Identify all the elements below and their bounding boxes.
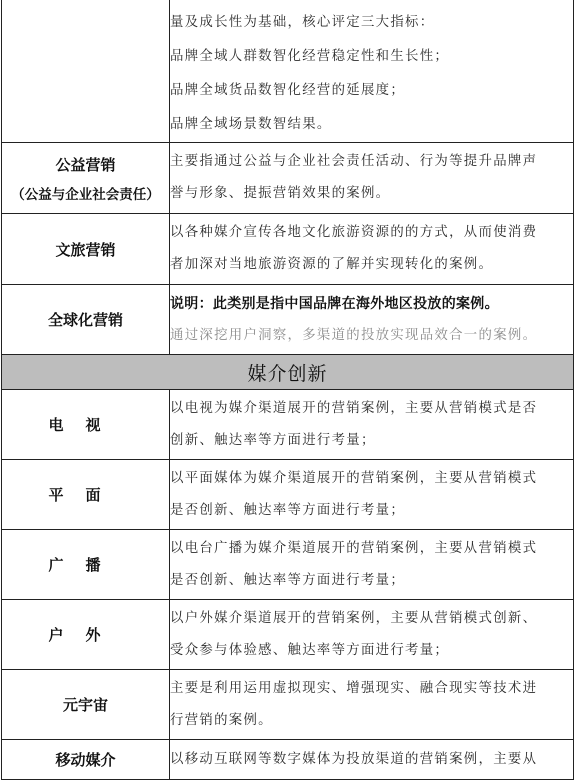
description-line: 品牌全域人群数智化经营稳定性和生长性； [170,49,450,64]
description-line: 品牌全域货品数智化经营的延展度； [170,83,406,98]
award-category-table [1,0,574,780]
table-row [2,460,574,530]
category-description-cell [170,740,574,780]
category-label: 文旅营销 [55,240,116,259]
description-line: 创新、触达率等方面进行考量； [170,432,376,448]
category-description-cell [170,285,574,355]
category-label: 公益营销 [55,155,116,174]
category-description-cell [170,530,574,600]
table-row [2,214,574,285]
table-row [2,285,574,355]
description-line: 主要指通过公益与企业社会责任活动、行为等提升品牌声 [170,154,538,169]
category-label-cell [2,600,170,670]
category-label: 全球化营销 [47,311,123,329]
description-line: 以电台广播为媒介渠道展开的营销案例，主要从营销模式 [170,540,538,556]
category-label-cell [2,143,170,214]
table-row [2,600,574,670]
category-label-cell [2,530,170,600]
category-description-cell [170,670,574,740]
category-label-cell [2,460,170,530]
table-row [2,740,574,780]
category-description-cell [170,600,574,670]
category-label: 移动媒介 [55,751,116,769]
table-row [2,0,574,143]
category-description-cell [170,460,574,530]
description-line: 以各种媒介宣传各地文化旅游资源的的方式，从而使消费 [170,225,538,240]
description-line: 通过深挖用户洞察，多渠道的投放实现品效合一的案例。 [170,327,538,343]
category-label-cell [2,285,170,355]
description-line: 以平面媒体为媒介渠道展开的营销案例，主要从营销模式 [170,470,538,486]
table-row [2,530,574,600]
description-line: 以电视为媒介渠道展开的营销案例，主要从营销模式是否 [170,400,538,416]
category-description-cell [170,143,574,214]
category-label: 广播 [48,556,123,574]
section-title: 媒介创新 [2,355,574,390]
table-row [2,143,574,214]
category-label: 户外 [48,626,123,644]
category-label-cell [2,670,170,740]
category-label: 元宇宙 [62,696,108,714]
category-description-cell [170,390,574,460]
category-description-cell [170,0,574,143]
description-line: 量及成长性为基础，核心评定三大指标： [170,15,435,30]
category-label-cell [2,0,170,143]
table-row [2,670,574,740]
category-note: 说明：此类别是指中国品牌在海外地区投放的案例。 [170,295,499,312]
category-label-cell [2,740,170,780]
description-line: 主要是利用运用虚拟现实、增强现实、融合现实等技术进 [170,680,538,696]
description-line: 品牌全域场景数智结果。 [170,117,332,132]
category-label-cell [2,390,170,460]
category-description-cell [170,214,574,285]
table-row [2,390,574,460]
category-label: 电视 [48,416,123,434]
description-line: 誉与形象、提振营销效果的案例。 [170,186,391,201]
description-line: 行营销的案例。 [170,712,273,728]
description-line: 者加深对当地旅游资源的了解并实现转化的案例。 [170,257,494,272]
description-line: 是否创新、触达率等方面进行考量； [170,572,406,588]
category-label: 平面 [48,486,123,504]
category-sublabel: （公益与企业社会责任） [11,186,160,203]
description-line: 受众参与体验感、触达率等方面进行考量； [170,642,450,658]
section-header-row [2,355,574,390]
category-label-cell [2,214,170,285]
description-line: 是否创新、触达率等方面进行考量； [170,502,406,518]
description-line: 以户外媒介渠道展开的营销案例，主要从营销模式创新、 [170,610,538,626]
description-line: 以移动互联网等数字媒体为投放渠道的营销案例，主要从 [170,751,538,767]
